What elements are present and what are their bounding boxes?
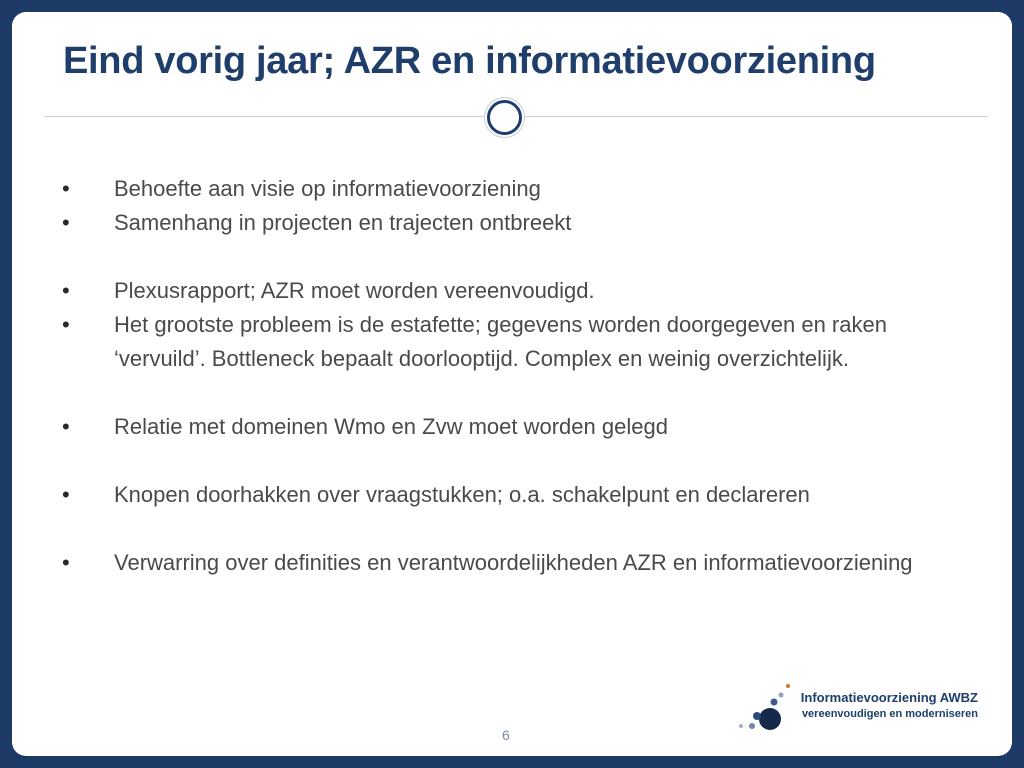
- bullet-icon: •: [62, 278, 70, 303]
- bullet-icon: •: [62, 176, 70, 201]
- bullet-text: Het grootste probleem is de estafette; gegevens worden doorgegeven en raken ‘vervuild’. Bottleneck bepaalt doorlooptijd. Complex en weinig overzichtelijk.: [114, 312, 887, 371]
- logo: [728, 678, 988, 738]
- bullet-item: [62, 172, 962, 206]
- logo-title: Informatievoorziening AWBZ: [800, 690, 978, 705]
- bullet-icon: •: [62, 414, 70, 439]
- bullet-text: Plexusrapport; AZR moet worden vereenvoudigd.: [114, 278, 595, 303]
- bullet-item: [62, 478, 962, 512]
- bullet-item: [62, 410, 962, 444]
- bullet-icon: •: [62, 482, 70, 507]
- bullet-text: Relatie met domeinen Wmo en Zvw moet worden gelegd: [114, 414, 668, 439]
- divider-circle-ornament: [487, 100, 522, 135]
- bullet-icon: •: [62, 550, 70, 575]
- bullet-text: Verwarring over definities en verantwoordelijkheden AZR en informatievoorziening: [114, 550, 913, 575]
- logo-text: [786, 690, 978, 720]
- slide-title: Eind vorig jaar; AZR en informatievoorziening: [63, 40, 876, 82]
- bullet-text: Behoefte aan visie op informatievoorziening: [114, 176, 541, 201]
- bullet-text: Samenhang in projecten en trajecten ontbreekt: [114, 210, 572, 235]
- bullet-item: [62, 206, 962, 240]
- logo-subtitle: vereenvoudigen en moderniseren: [801, 708, 978, 720]
- bullet-spacer: [62, 376, 962, 410]
- bullet-list: [62, 172, 962, 580]
- bullet-item: [62, 546, 962, 580]
- slide: [12, 12, 1012, 756]
- page-number: 6: [502, 727, 510, 743]
- bullet-icon: •: [62, 312, 70, 337]
- bullet-spacer: [62, 240, 962, 274]
- bullet-item: [62, 274, 962, 308]
- bullet-text: Knopen doorhakken over vraagstukken; o.a. schakelpunt en declareren: [114, 482, 810, 507]
- bullet-spacer: [62, 444, 962, 478]
- bullet-spacer: [62, 512, 962, 546]
- bullet-item: [62, 308, 962, 376]
- bullet-icon: •: [62, 210, 70, 235]
